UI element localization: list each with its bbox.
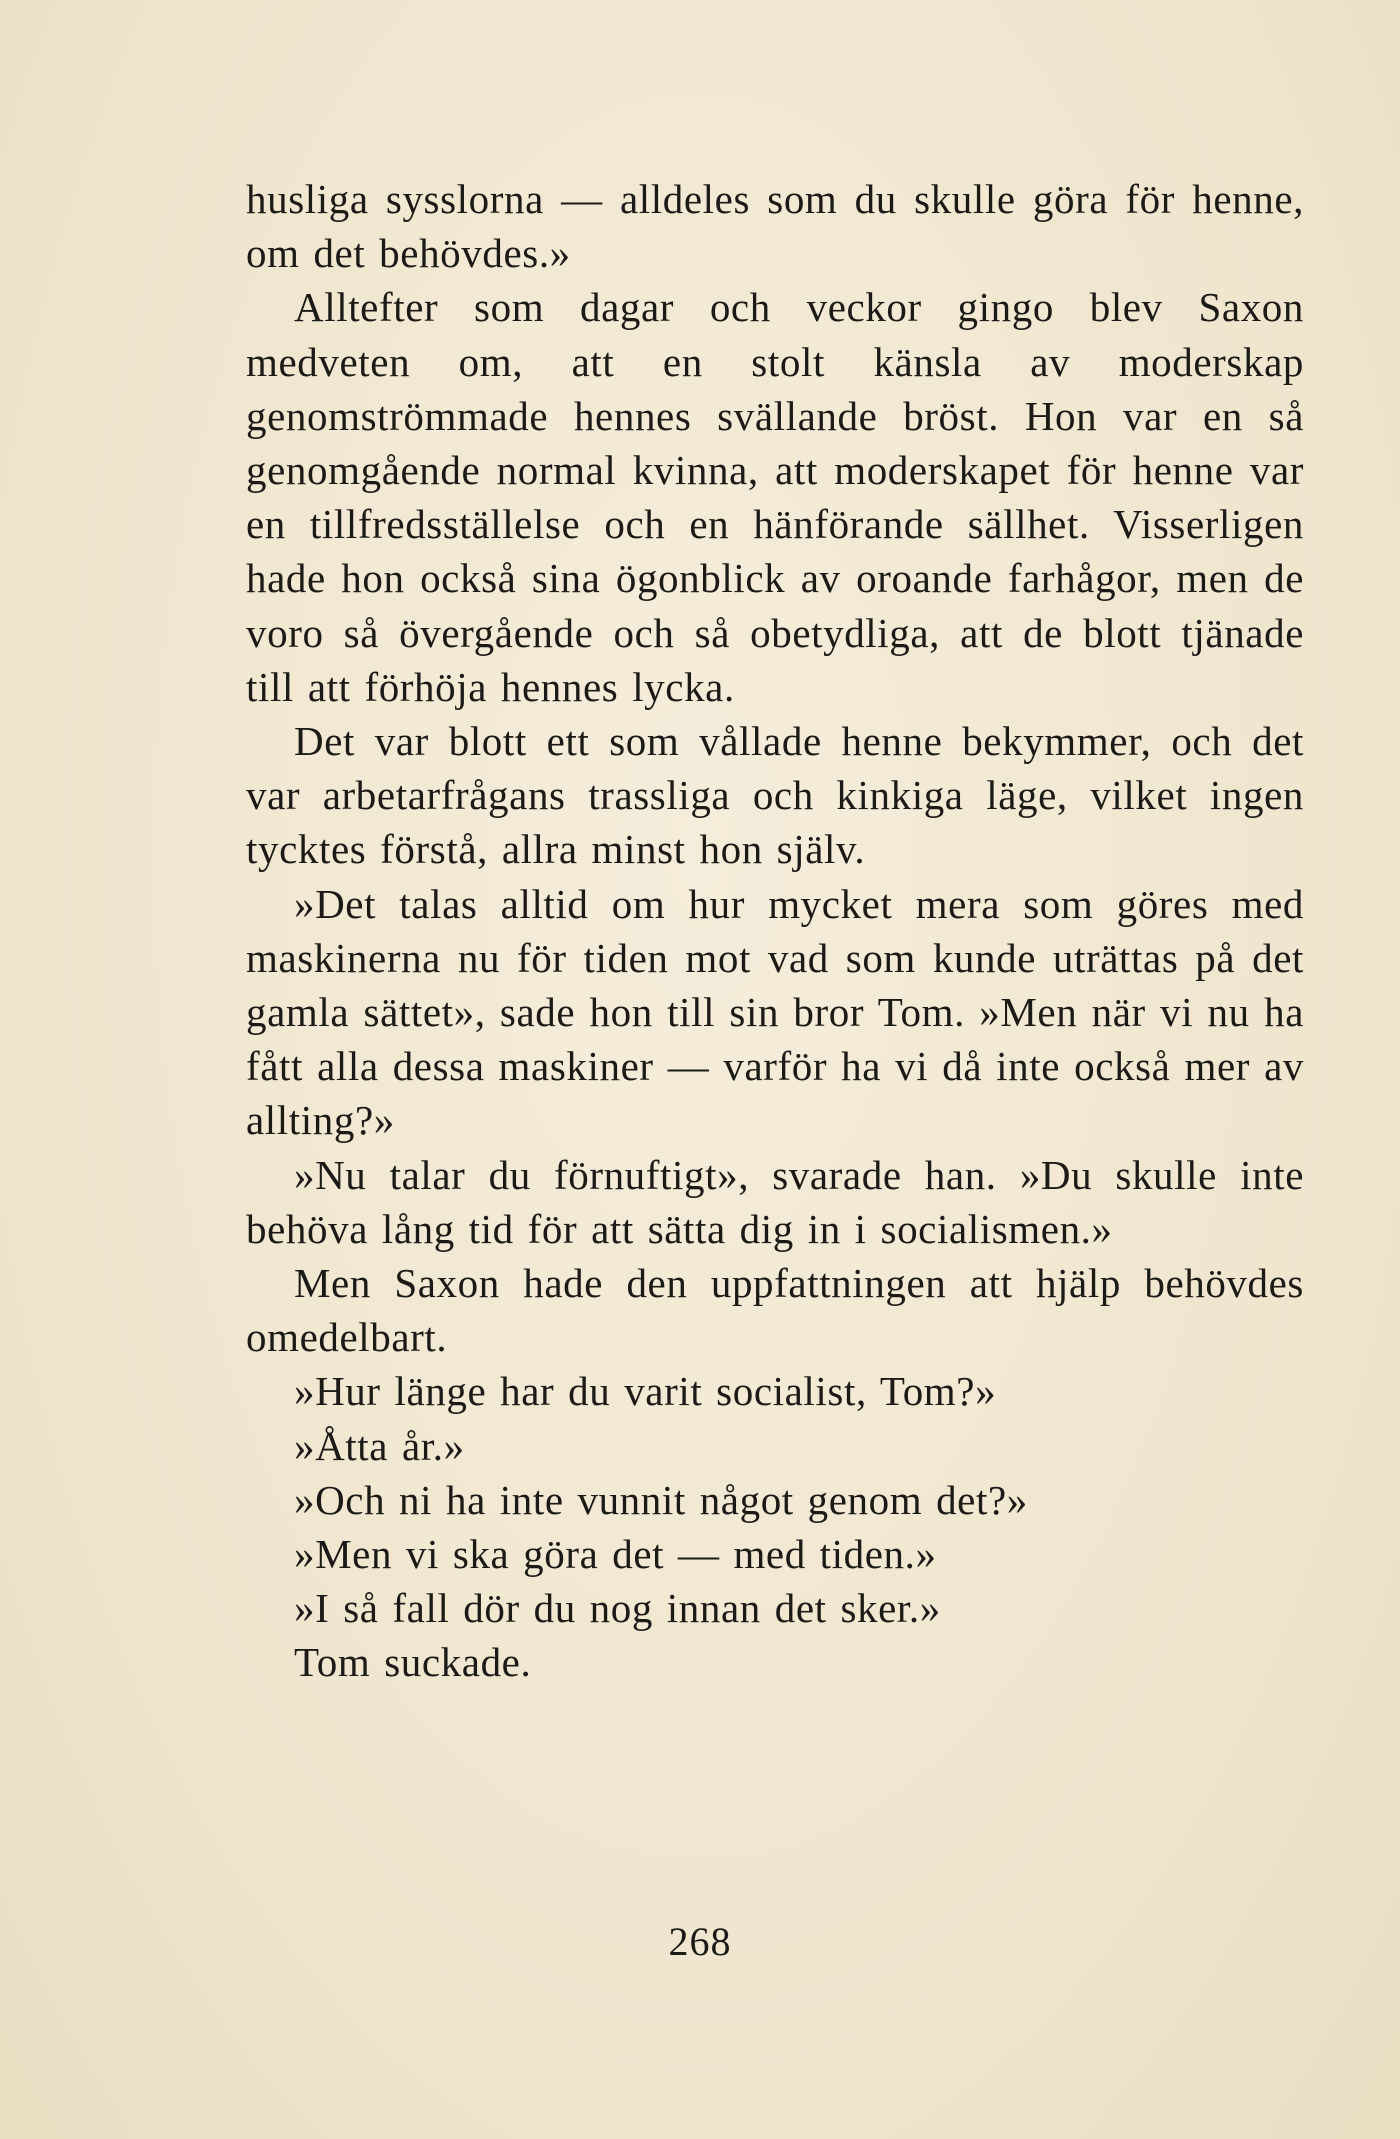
paragraph: Alltefter som dagar och veckor gingo blev Saxon medveten om, att en stolt känsla av moderskap genomströmmade hennes svällande bröst. Hon var en så genomgående normal kvinna, att moderskapet för henne var en tillfredsställelse och en hänförande sällhet. Visserligen hade hon också sina ögonblick av oroande farhågor, men de voro så övergående och så obetydliga, att de blott tjänade till att förhöja hennes lycka.	[246, 284, 1304, 710]
paragraph: Tom suckade.	[294, 1639, 532, 1686]
dialogue-line: »Men vi ska göra det — med tiden.»	[294, 1531, 937, 1578]
paragraph-continuation: husliga sysslorna — alldeles som du skulle göra för henne, om det behövdes.»	[246, 176, 1304, 277]
dialogue-line: »Åtta år.»	[294, 1422, 465, 1469]
paragraph: Men Saxon hade den uppfattningen att hjälp behövdes omedelbart.	[246, 1260, 1304, 1361]
paragraph: »Det talas alltid om hur mycket mera som göres med maskinerna nu för tiden mot vad som kunde uträttas på det gamla sättet», sade hon till sin bror Tom. »Men när vi nu ha fått alla dessa maskiner — varför ha vi då inte också mer av allting?»	[246, 880, 1304, 1144]
body-text	[246, 172, 1304, 1690]
dialogue-line: »Hur länge har du varit socialist, Tom?»	[294, 1368, 997, 1415]
page-number: 268	[668, 1919, 732, 1964]
dialogue-line: »Och ni ha inte vunnit något genom det?»	[294, 1476, 1028, 1523]
paragraph: »Nu talar du förnuftigt», svarade han. »Du skulle inte behöva lång tid för att sätta dig in i socialismen.»	[246, 1151, 1304, 1252]
paragraph: Det var blott ett som vållade henne bekymmer, och det var arbetarfrågans trassliga och kinkiga läge, vilket ingen tycktes förstå, allra minst hon själv.	[246, 718, 1304, 873]
dialogue-line: »I så fall dör du nog innan det sker.»	[294, 1585, 941, 1632]
